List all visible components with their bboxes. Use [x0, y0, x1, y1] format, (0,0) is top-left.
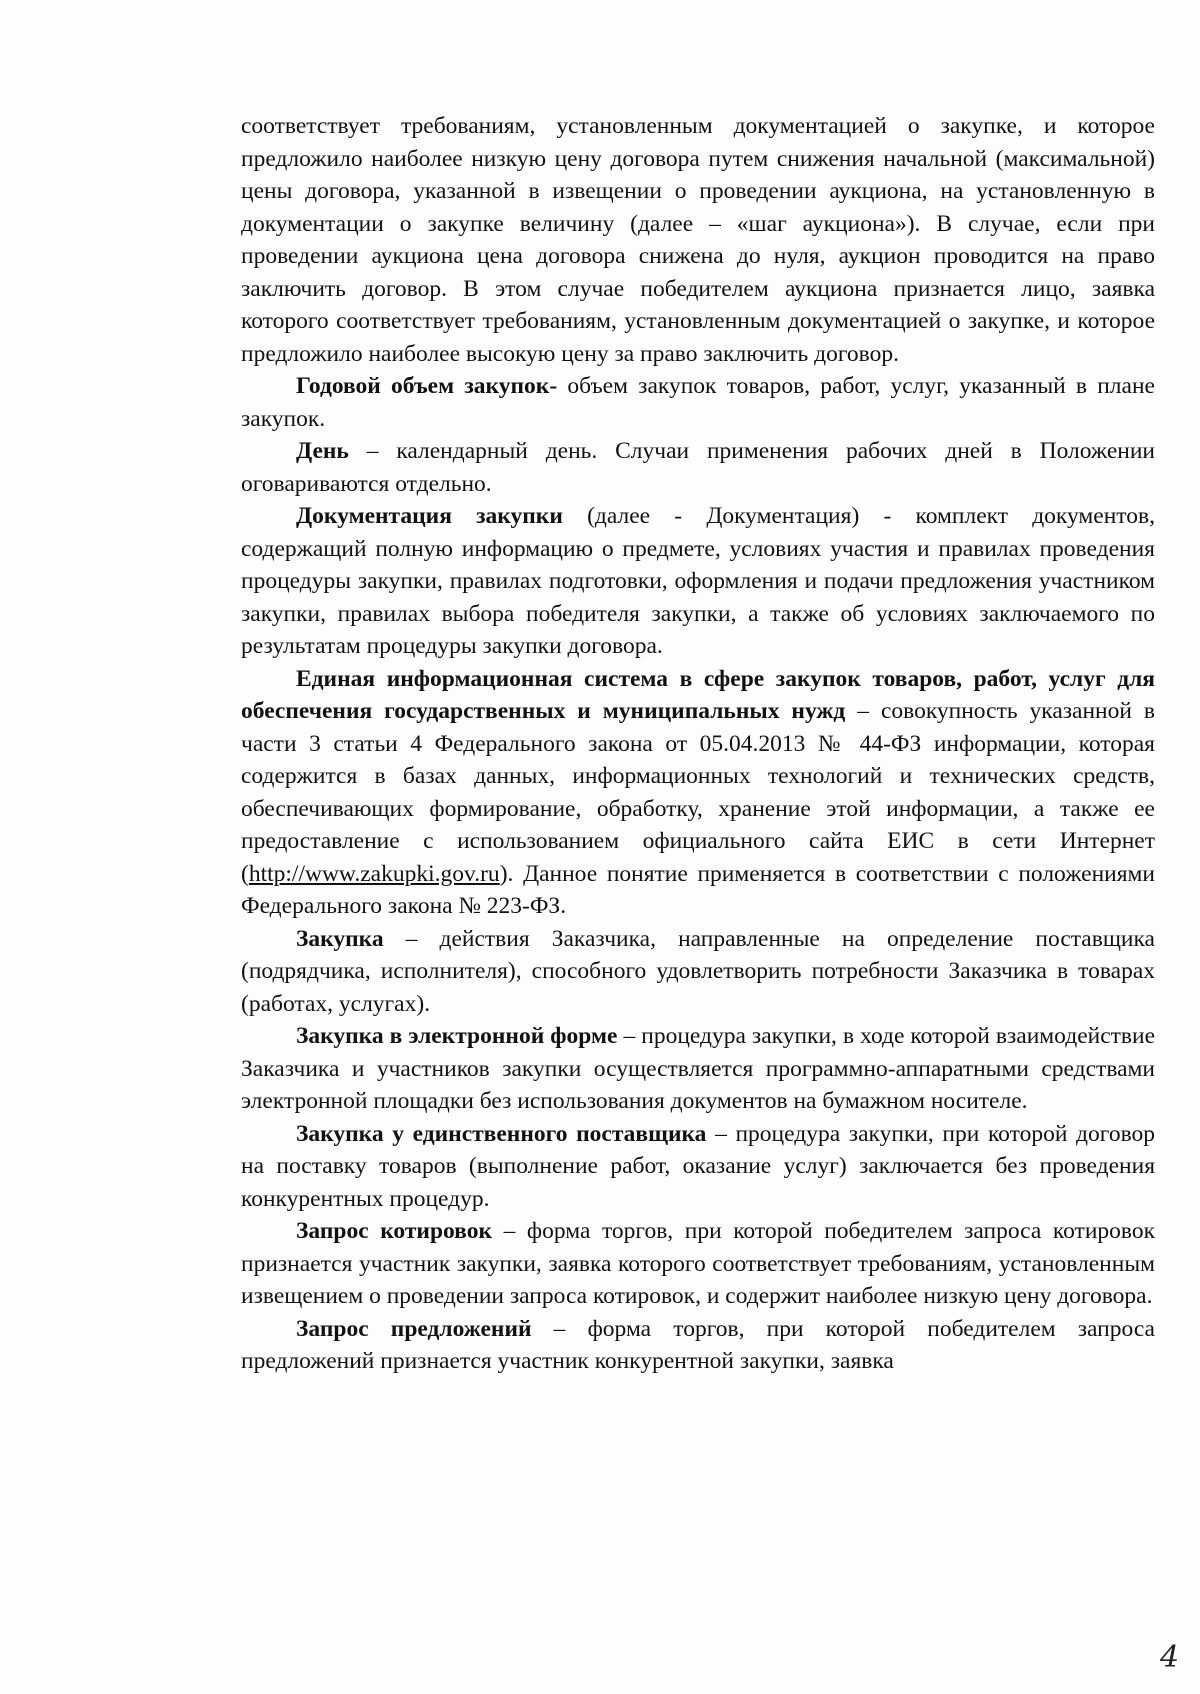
- definition-text: – календарный день. Случаи применения рабочих дней в Положении оговариваются отдельно.: [241, 438, 1155, 497]
- document-body: [241, 110, 1155, 1378]
- term-label: Единая информационная система в сфере закупок товаров, работ, услуг для обеспечения государственных и муниципальных нужд: [241, 665, 1155, 724]
- definition-text: – действия Заказчика, направленные на определение поставщика (подрядчика, исполнителя), способного удовлетворить потребности Заказчика в товарах (работах, услугах).: [241, 925, 1155, 1017]
- intro-paragraph: соответствует требованиям, установленным документацией о закупке, и которое предложило наиболее низкую цену договора путем снижения начальной (максимальной) цены договора, указанной в извещении о проведении аукциона, на установленную в документации о закупке величину (далее – «шаг аукциона»). В случае, если при проведении аукциона цена договора снижена до нуля, аукцион проводится на право заключить договор. В этом случае победителем аукциона признается лицо, заявка которого соответствует требованиям, установленным документацией о закупке, и которое предложило наиболее высокую цену за право заключить договор.: [241, 113, 1155, 367]
- definition-proposal-request: [241, 1313, 1155, 1378]
- term-label: Запрос предложений: [296, 1315, 532, 1342]
- term-label: Запрос котировок: [296, 1218, 493, 1244]
- term-label: День: [296, 438, 349, 464]
- page-number: 4: [1160, 1640, 1180, 1675]
- term-label: Закупка у единственного поставщика: [296, 1120, 707, 1147]
- definition-day: [241, 435, 1155, 500]
- definition-text: – процедура закупки, при которой договор на поставку товаров (выполнение работ, оказание услуг) заключается без проведения конкурентных процедур.: [241, 1120, 1156, 1212]
- definition-single-supplier: [241, 1118, 1155, 1216]
- definition-annual-volume: [241, 370, 1155, 435]
- term-label: Закупка: [296, 925, 384, 952]
- definition-quotation-request: [241, 1215, 1155, 1313]
- definition-text: (далее - Документация) - комплект документов, содержащий полную информацию о предмете, условиях участия и правилах проведения процедуры закупки, правилах подготовки, оформления и подачи предложения участником закупки, правилах выбора победителя закупки, а также об условиях заключаемого по результатам процедуры закупки договора.: [241, 503, 1155, 659]
- definition-electronic-purchase: [241, 1020, 1155, 1118]
- definition-purchase: [241, 923, 1155, 1021]
- term-label: Документация закупки: [296, 503, 563, 529]
- definition-documentation: [241, 500, 1155, 663]
- definition-text: – форма торгов, при которой победителем запроса предложений признается участник конкурентной закупки, заявка: [241, 1315, 1155, 1374]
- definition-text: ). Данное понятие применяется в соответствии с положениями Федерального закона № 223-ФЗ.: [241, 860, 1155, 919]
- definition-text: – форма торгов, при которой победителем запроса котировок признается участник закупки, заявка которого соответствует требованиям, установленным извещением о проведении запроса котировок, и содержит наиболее низкую цену договора.: [241, 1218, 1156, 1309]
- definition-eis: [241, 663, 1155, 923]
- eis-link[interactable]: http://www.zakupki.gov.ru: [248, 860, 500, 887]
- definition-text: объем закупок товаров, работ, услуг, указанный в плане закупок.: [241, 373, 1155, 432]
- definition-text: – процедура закупки, в ходе которой взаимодействие Заказчика и участников закупки осуществляется программно-аппаратными средствами электронной площадки без использования документов на бумажном носителе.: [241, 1023, 1156, 1114]
- definition-text: – совокупность указанной в части 3 статьи 4 Федерального закона от 05.04.2013 № 44-ФЗ информации, которая содержится в базах данных, информационных технологий и технических средств, обеспечивающих формирование, обработку, хранение этой информации, а также ее предоставление с использованием официального сайта ЕИС в сети Интернет (: [241, 698, 1155, 887]
- term-label: Закупка в электронной форме: [296, 1023, 618, 1049]
- term-label: Годовой объем закупок-: [296, 373, 558, 399]
